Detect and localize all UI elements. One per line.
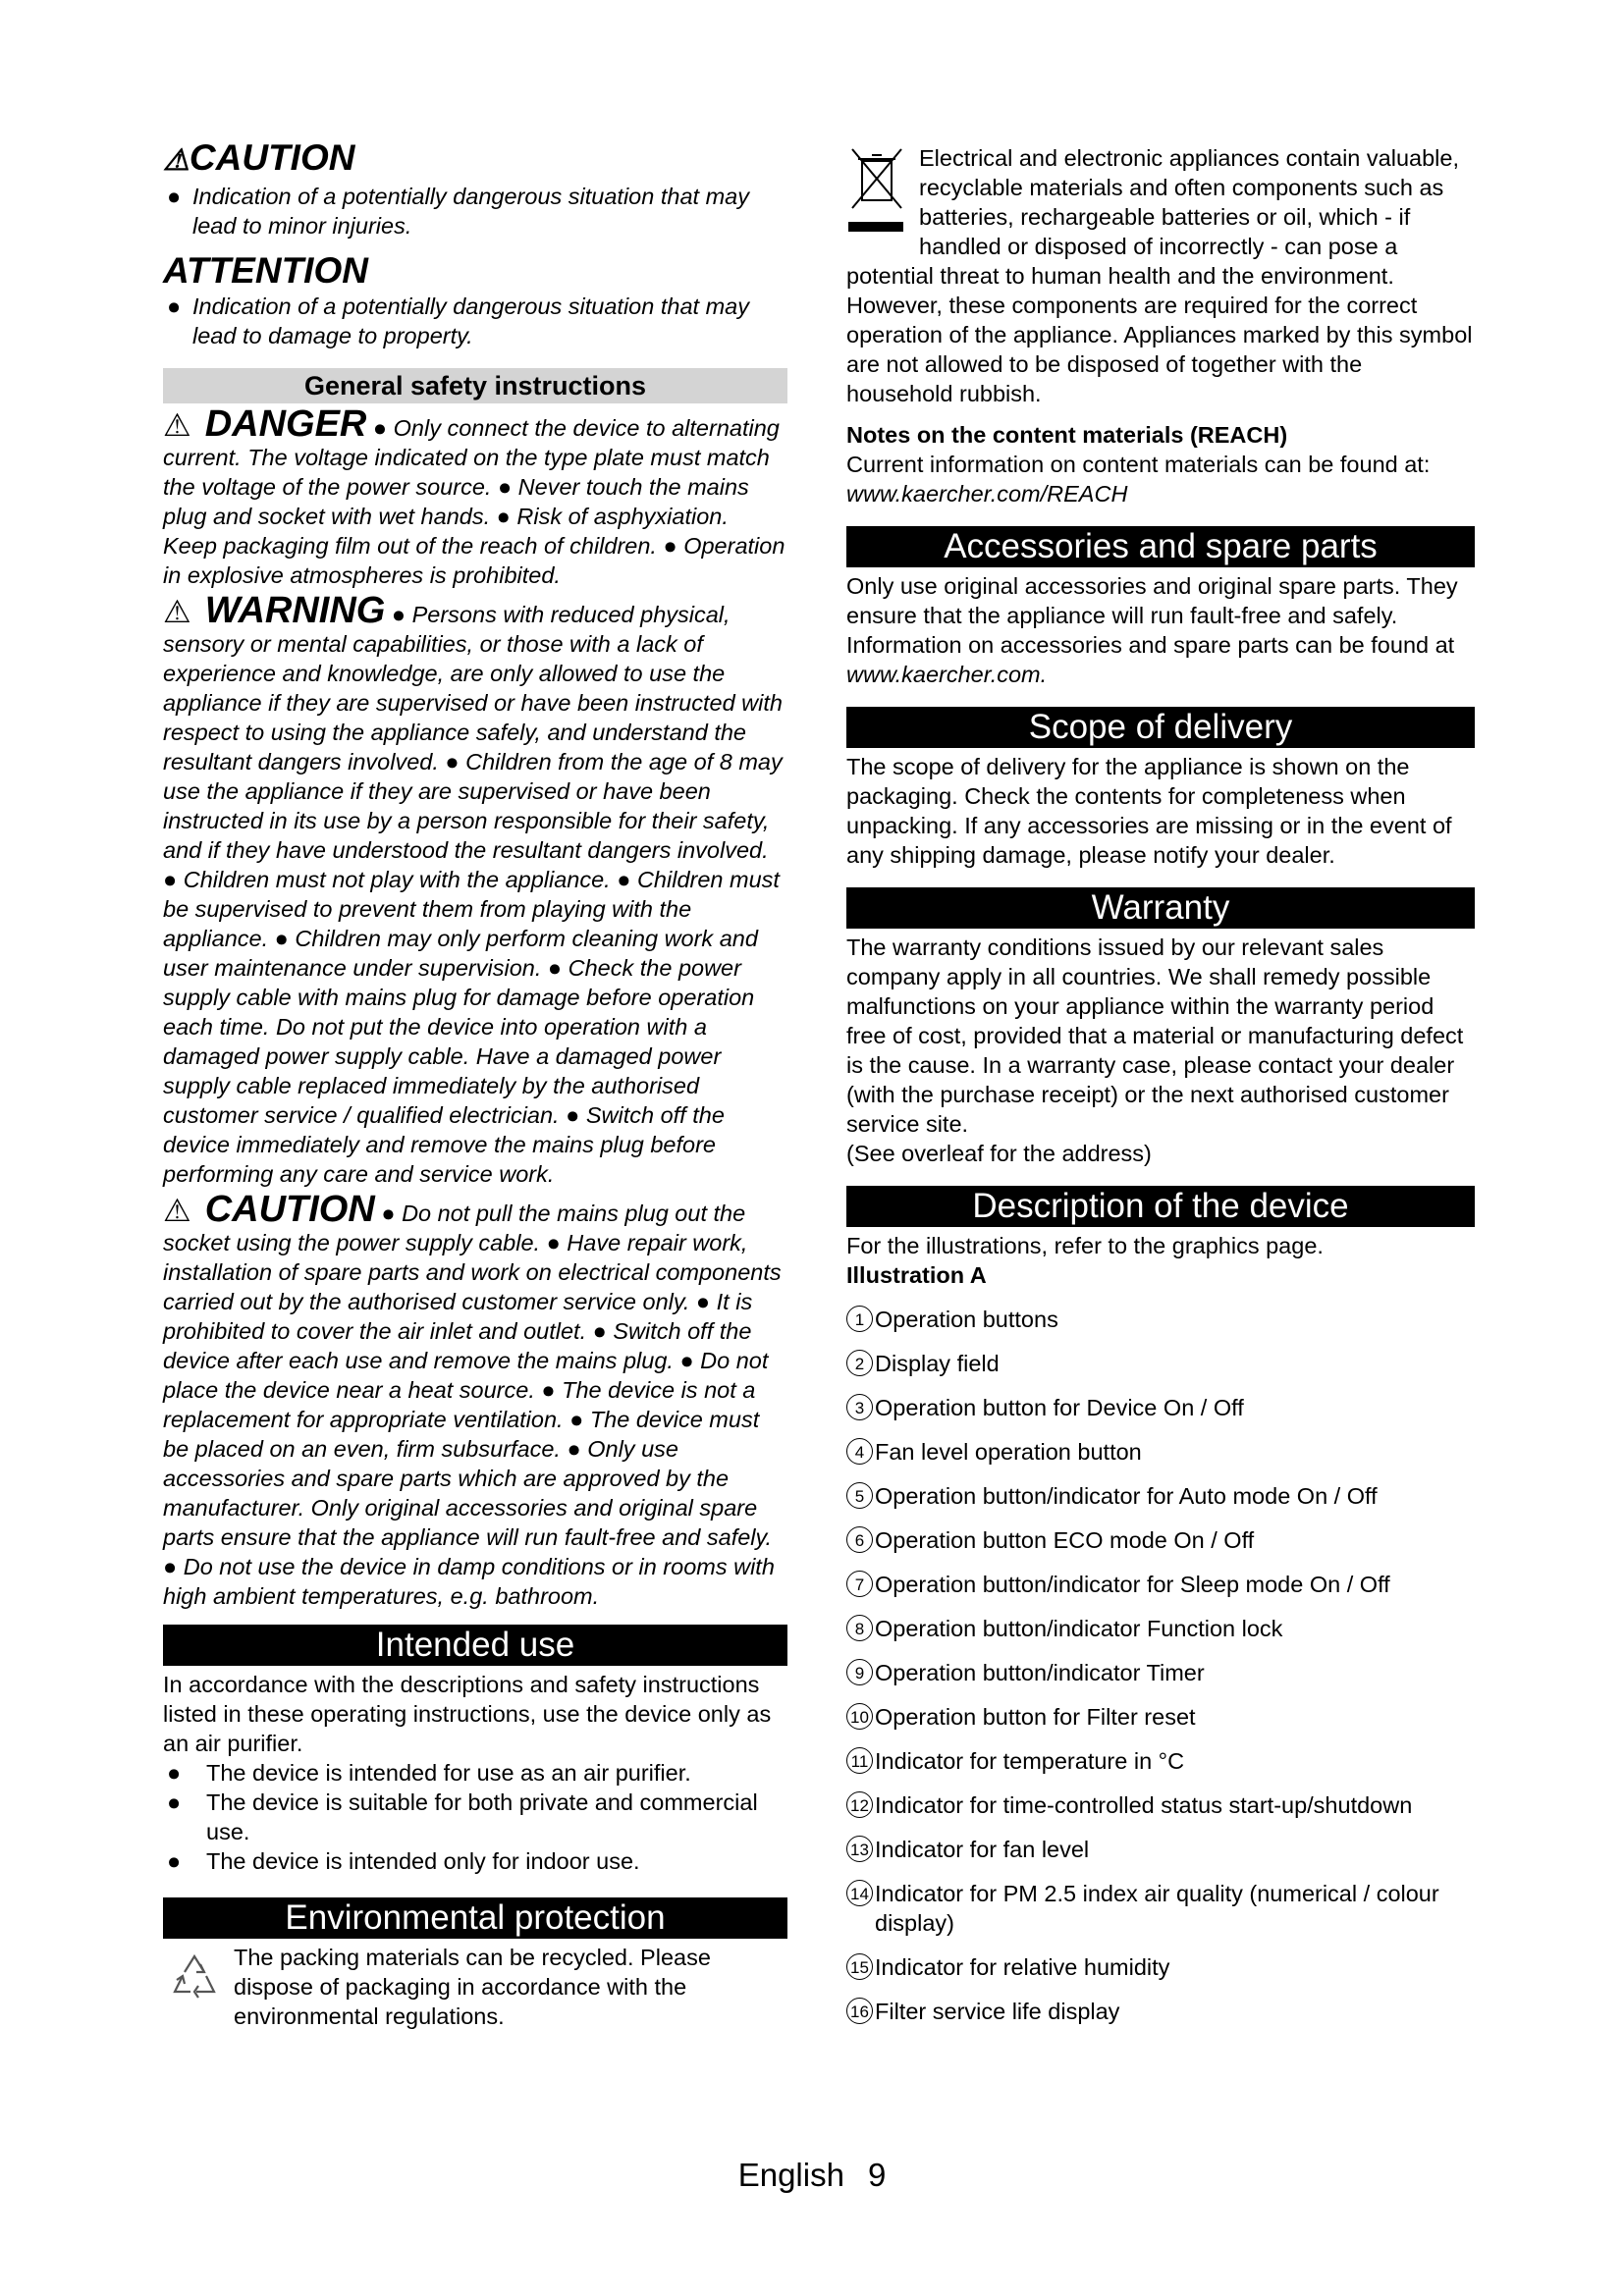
legend-item-label: Operation button for Device On / Off xyxy=(875,1395,1244,1420)
item-number-badge: 13 xyxy=(846,1836,873,1862)
legend-item xyxy=(846,1614,1475,1643)
section-title-warranty: Warranty xyxy=(846,887,1475,929)
legend-item-label: Operation button/indicator Function lock xyxy=(875,1616,1283,1641)
section-title-scope: Scope of delivery xyxy=(846,707,1475,748)
warning-triangle-icon: ⚠ xyxy=(163,1193,191,1228)
item-number-badge: 7 xyxy=(846,1571,873,1597)
item-number-badge: 11 xyxy=(846,1747,873,1774)
legend-item-label: Filter service life display xyxy=(875,1999,1120,2024)
legend-item xyxy=(846,1790,1475,1820)
legend-item xyxy=(846,1835,1475,1864)
warning-triangle-icon: ⚠ xyxy=(163,407,191,443)
item-number-badge: 9 xyxy=(846,1659,873,1685)
weee-block: Electrical and electronic appliances contain valuable, recyclable materials and often components such as batteries, rechargeable batteries or oil, which - if handled or disposed of incorrectly - can pose a potential threat to human health and the environment. However, these components are required for the correct operation of the appliance. Appliances marked by this symbol are not allowed to be disposed of together with the household rubbish. xyxy=(846,145,1473,406)
legend-item xyxy=(846,1525,1475,1555)
attention-heading: ATTENTION xyxy=(163,250,368,291)
warning-paragraph: ⚠ WARNING ● Persons with reduced physical, sensory or mental capabilities, or those with a lack of experience and knowledge, are only allowed to use the appliance if they are supervised or have been instructed with respect to using the appliance safely, and understand the resultant dangers involved. ● Children from the age of 8 may use the appliance if they are supervised or have been instructed in its use by a person responsible for their safety, and if they have understood the resultant dangers involved. ● Children must not play with the appliance. ● Children must be supervised to prevent them from playing with the appliance. ● Children may only perform cleaning work and user maintenance under supervision. ● Check the power supply cable with mains plug for damage before operation each time. Do not put the device into operation with a damaged power supply cable. Have a damaged power supply cable replaced immediately by the authorised customer service / qualified electrician. ● Switch off the device immediately and remove the mains plug before performing any care and service work. xyxy=(163,590,783,1187)
illustration-label: Illustration A xyxy=(846,1262,987,1288)
crossed-bin-icon xyxy=(846,143,919,238)
page-number: 9 xyxy=(867,2157,887,2193)
caution-definition: ● Indication of a potentially dangerous situation that may lead to minor injuries. xyxy=(167,184,749,239)
item-number-badge: 12 xyxy=(846,1791,873,1818)
legend-item xyxy=(846,1658,1475,1687)
intended-use-text: In accordance with the descriptions and safety instructions listed in these operating instructions, use the device only as an air purifier. xyxy=(163,1672,772,1756)
legend-item xyxy=(846,1437,1475,1467)
item-number-badge: 5 xyxy=(846,1482,873,1509)
legend-item-label: Indicator for temperature in °C xyxy=(875,1748,1185,1774)
legend-item-label: Operation buttons xyxy=(875,1307,1058,1332)
danger-paragraph: ⚠ DANGER ● Only connect the device to alternating current. The voltage indicated on the type plate must match the voltage of the power source. ● Never touch the mains plug and socket with wet hands. ● Risk of asphyxiation. Keep packaging film out of the reach of children. ● Operation in explosive atmospheres is prohibited. xyxy=(163,403,785,588)
right-column: Electrical and electronic appliances contain valuable, recyclable materials and often components such as batteries, rechargeable batteries or oil, which - if handled or disposed of incorrectly - can pose a potential threat to human health and the environment. However, these components are required for the correct operation of the appliance. Appliances marked by this symbol are not allowed to be disposed of together with the household rubbish. Notes on the content materials (REACH) Current information on content materials can be found at: www.kaercher.com/REACH Accessories and spare parts Only use original accessories and original spare parts. They ensure that the appliance will run fault-free and safely. Information on accessories and spare parts can be found at www.kaercher.com. Scope of delivery The scope of delivery for the appliance is shown on the packaging. Check the contents for completeness when unpacking. If any accessories are missing or in the event of any shipping damage, please notify your dealer. Warranty The warranty conditions issued by our relevant sales company apply in all countries. We shall remedy possible malfunctions on your appliance within the warranty period free of cost, provided that a material or manufacturing defect is the cause. In a warranty case, please contact your dealer (with the purchase receipt) or the next authorised customer service site. (See overleaf for the address) Description of the device For the illustrations, refer to the graphics page. Illustration A 1 Operation buttons 2 Display field 3 Operation button for Device On / Off 4 Fan level operation button 5 Operation button/indicator for Auto mode On / Off 6 Operation button ECO mode On / Off 7 Operation button/indicator for Sleep mode On / Off 8 Operation button/indicator Function lock 9 Operation button/indicator Timer 10 Operation button for Filter reset 11 Indicator for temperature in °C 12 Indicator for time-controlled status start-up/shutdown 13 Indicator for fan level 14 Indicator for PM 2.5 index air quality (numerical / colour display) 15 Indicator for relative humidity 16 Filter service life display xyxy=(846,143,1475,2026)
legend-item xyxy=(846,1997,1475,2026)
legend-item xyxy=(846,1349,1475,1378)
warning-triangle-icon: ⚠ xyxy=(163,144,189,177)
list-item: ● The device is intended for use as an air purifier. xyxy=(167,1760,691,1786)
legend-item xyxy=(846,1393,1475,1422)
legend-item xyxy=(846,1879,1475,1938)
item-number-badge: 8 xyxy=(846,1615,873,1641)
legend-item-label: Indicator for time-controlled status start-up/shutdown xyxy=(875,1792,1413,1818)
item-number-badge: 4 xyxy=(846,1438,873,1465)
caution-heading: ⚠CAUTION xyxy=(163,137,355,178)
item-number-badge: 3 xyxy=(846,1394,873,1420)
legend-item-label: Operation button ECO mode On / Off xyxy=(875,1527,1255,1553)
reach-text: Current information on content materials can be found at: www.kaercher.com/REACH xyxy=(846,452,1431,507)
recycle-icon xyxy=(163,1943,234,2031)
legend-item-label: Operation button/indicator Timer xyxy=(875,1660,1205,1685)
legend-item-label: Indicator for PM 2.5 index air quality (numerical / colour display) xyxy=(875,1881,1439,1936)
legend-item xyxy=(846,1702,1475,1732)
legend-item xyxy=(846,1570,1475,1599)
item-number-badge: 15 xyxy=(846,1953,873,1980)
section-title-description: Description of the device xyxy=(846,1186,1475,1227)
caution-paragraph: ⚠ CAUTION ● Do not pull the mains plug out the socket using the power supply cable. ● Have repair work, installation of spare parts and work on electrical components carried out by the authorised customer service only. ● It is prohibited to cover the air inlet and outlet. ● Switch off the device after each use and remove the mains plug. ● Do not place the device near a heat source. ● The device is not a replacement for appropriate ventilation. ● The device must be placed on an even, firm subsurface. ● Only use accessories and spare parts which are approved by the manufacturer. Only original accessories and original spare parts ensure that the appliance will run fault-free and safely. xyxy=(163,1189,782,1550)
warning-triangle-icon: ⚠ xyxy=(163,594,191,629)
reach-link[interactable]: www.kaercher.com/REACH xyxy=(846,481,1128,507)
item-number-badge: 6 xyxy=(846,1526,873,1553)
section-title-intended-use: Intended use xyxy=(163,1625,787,1666)
environment-block: The packing materials can be recycled. Please dispose of packaging in accordance with the environmental regulations. xyxy=(163,1943,787,2031)
legend-item-label: Operation button/indicator for Auto mode On / Off xyxy=(875,1483,1378,1509)
caution-last-item: ● Do not use the device in damp conditions or in rooms with high ambient temperatures, e.g. bathroom. xyxy=(163,1554,775,1609)
legend-item xyxy=(846,1746,1475,1776)
reach-heading: Notes on the content materials (REACH) xyxy=(846,422,1288,448)
legend-item xyxy=(846,1481,1475,1511)
left-column xyxy=(163,137,787,2031)
attention-definition: ● Indication of a potentially dangerous situation that may lead to damage to property. xyxy=(167,294,749,348)
page-footer xyxy=(0,2157,1624,2194)
legend-item-label: Operation button/indicator for Sleep mode On / Off xyxy=(875,1572,1390,1597)
legend-item xyxy=(846,1952,1475,1982)
item-number-badge: 16 xyxy=(846,1998,873,2024)
legend-item-label: Indicator for relative humidity xyxy=(875,1954,1170,1980)
list-item: ● The device is intended only for indoor use. xyxy=(167,1848,640,1874)
legend-item xyxy=(846,1305,1475,1334)
section-title-safety: General safety instructions xyxy=(163,368,787,403)
legend-item-label: Operation button for Filter reset xyxy=(875,1704,1196,1730)
item-number-badge: 14 xyxy=(846,1880,873,1906)
footer-language: English xyxy=(737,2157,844,2193)
item-number-badge: 2 xyxy=(846,1350,873,1376)
device-legend xyxy=(846,1305,1475,2026)
section-title-accessories: Accessories and spare parts xyxy=(846,526,1475,567)
section-title-environment: Environmental protection xyxy=(163,1897,787,1939)
legend-item-label: Fan level operation button xyxy=(875,1439,1142,1465)
legend-item-label: Display field xyxy=(875,1351,1000,1376)
item-number-badge: 10 xyxy=(846,1703,873,1730)
legend-item-label: Indicator for fan level xyxy=(875,1837,1090,1862)
kaercher-link[interactable]: www.kaercher.com. xyxy=(846,662,1048,687)
item-number-badge: 1 xyxy=(846,1306,873,1332)
list-item: ● The device is suitable for both private and commercial use. xyxy=(167,1789,758,1844)
